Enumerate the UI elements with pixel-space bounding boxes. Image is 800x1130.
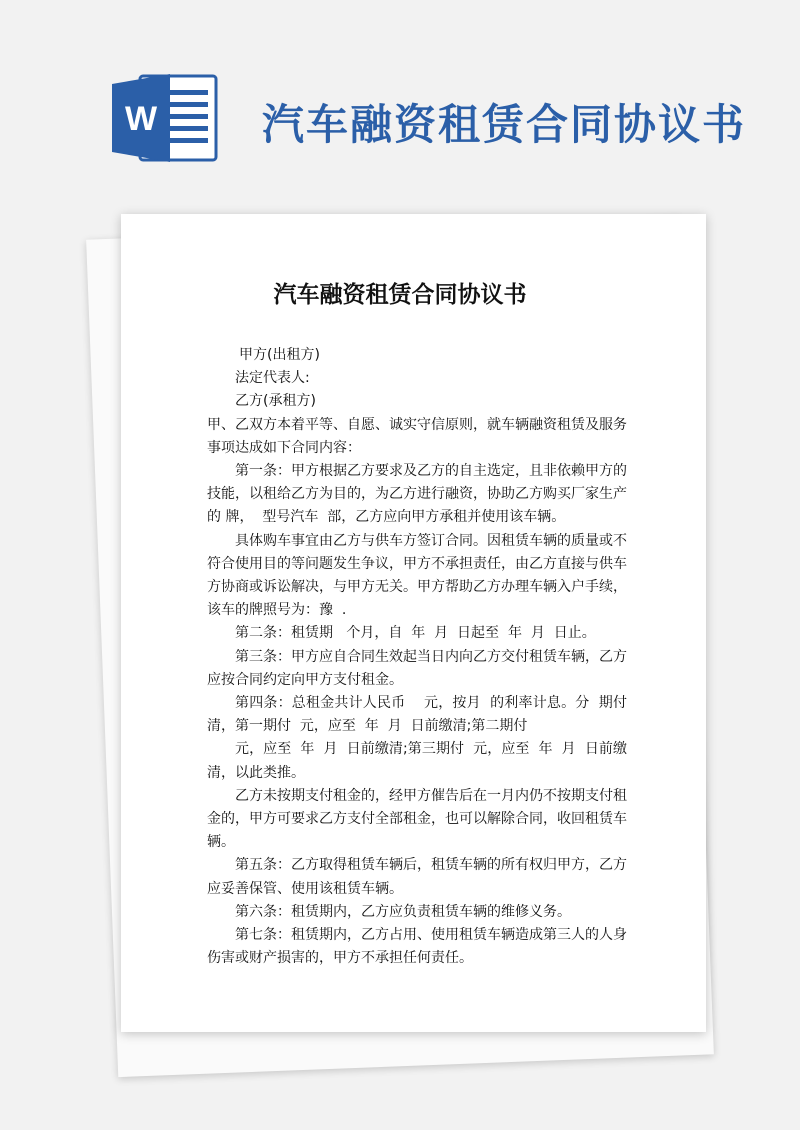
article-4-paragraph: 第四条：总租金共计人民币 元，按月 的利率计息。分 期付清，第一期付 元，应至 年 月 日前缴清;第二期付: [207, 695, 627, 735]
party-b-line: 乙方(承租方): [235, 393, 316, 410]
party-a-line: 甲方(出租方): [239, 347, 320, 363]
article-1-paragraph: 第一条：甲方根据乙方要求及乙方的自主选定，且非依赖甲方的技能，以租给乙方为目的，为乙方进行融资，协助乙方购买厂家生产的 牌， 型号汽车 部，乙方应向甲方承租并使用该车辆。: [207, 463, 627, 526]
preamble-paragraph: 甲、乙双方本着平等、自愿、诚实守信原则，就车辆融资租赁及服务事项达成如下合同内容：: [207, 416, 627, 456]
document-body: [207, 344, 627, 970]
document-title: 汽车融资租赁合同协议书: [273, 282, 527, 308]
article-5-paragraph: 第五条：乙方取得租赁车辆后，租赁车辆的所有权归甲方，乙方应妥善保管、使用该租赁车辆。: [207, 857, 627, 897]
word-logo-letter: W: [124, 100, 158, 138]
word-document-icon: [110, 72, 220, 164]
installment-continuation-paragraph: 元，应至 年 月 日前缴清;第三期付 元，应至 年 月 日前缴清，以此类推。: [207, 741, 627, 781]
legal-representative-line: 法定代表人:: [235, 370, 310, 387]
purchase-details-paragraph: 具体购车事宜由乙方与供车方签订合同。因租赁车辆的质量或不符合使用目的等问题发生争议，甲方不承担责任，由乙方直接与供车方协商或诉讼解决，与甲方无关。甲方帮助乙方办理车辆入户手续，该车的牌照号为：豫 .: [207, 532, 627, 619]
article-7-paragraph: 第七条：租赁期内，乙方占用、使用租赁车辆造成第三人的人身伤害或财产损害的，甲方不承担任何责任。: [207, 927, 627, 967]
banner-title: 汽车融资租赁合同协议书: [262, 100, 747, 149]
header-banner: [0, 0, 800, 200]
article-3-paragraph: 第三条：甲方应自合同生效起当日内向乙方交付租赁车辆，乙方应按合同约定向甲方支付租金。: [207, 648, 627, 688]
article-6-paragraph: 第六条：租赁期内，乙方应负责租赁车辆的维修义务。: [235, 903, 571, 920]
article-2-paragraph: 第二条：租赁期 个月，自 年 月 日起至 年 月 日止。: [235, 625, 596, 642]
late-payment-paragraph: 乙方未按期支付租金的，经甲方催告后在一月内仍不按期支付租金的，甲方可要求乙方支付全部租金，也可以解除合同，收回租赁车辆。: [207, 787, 627, 851]
